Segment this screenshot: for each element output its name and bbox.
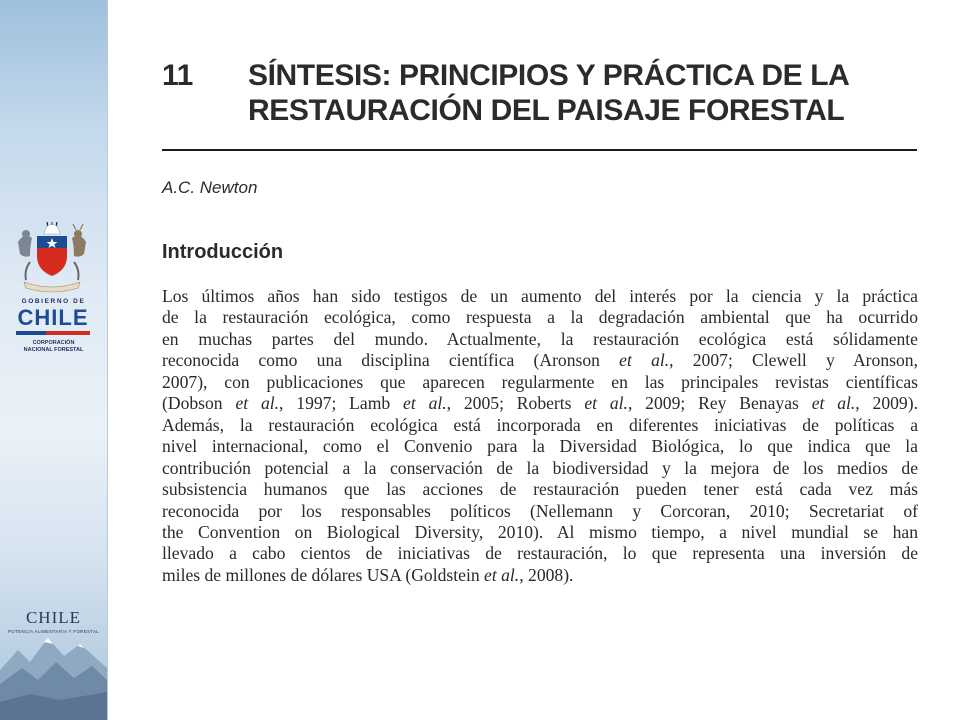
chile-wordmark: CHILE [17,305,89,330]
body-line: reconocida como una disciplina científica (Aronson et al., 2007; Clewell y Aronson, [162,350,918,371]
body-line: Además, la restauración ecológica está incorporada en diferentes iniciativas de políticas a [162,414,918,435]
body-line: miles de millones de dólares USA (Goldstein et al., 2008). [162,564,574,585]
coat-of-arms-icon [10,222,94,294]
chapter-title-line-2: RESTAURACIÓN DEL PAISAJE FORESTAL [248,94,845,127]
body-line: en muchas partes del mundo. Actualmente, la restauración ecológica está sólidamente [162,328,918,349]
body-line: subsistencia humanos que las acciones de restauración pueden tener está cada vez más [162,479,918,500]
mountain-landscape-icon [0,610,107,720]
gobierno-label: GOBIERNO DE [21,298,86,305]
chile-brand-wordmark: CHILE [25,608,82,627]
body-line: Los últimos años han sido testigos de un aumento del interés por la ciencia y la práctica [162,286,918,306]
body-line: 2007), con publicaciones que aparecen regularmente en las principales revistas científicas [162,371,918,392]
body-line: the Convention on Biological Diversity, 2010). Al mismo tiempo, a nivel mundial se han [162,521,918,542]
chapter-title [248,58,920,128]
conaf-line-2: NACIONAL FORESTAL [23,347,84,353]
chile-brand-tagline: POTENCIA ALIMENTARIA Y FORESTAL [7,629,100,634]
body-line: (Dobson et al., 1997; Lamb et al., 2005; Roberts et al., 2009; Rey Benayas et al., 2009). [162,393,918,414]
chapter-number: 11 [162,59,193,92]
body-line: nivel internacional, como el Convenio para la Diversidad Biológica, lo que indica que la [162,436,918,457]
chapter-title-line-1: SÍNTESIS: PRINCIPIOS Y PRÁCTICA DE LA [248,59,850,92]
conaf-label [0,340,107,354]
chile-flag-bar [16,331,90,335]
author-name: A.C. Newton [162,178,258,197]
sidebar-divider [107,0,108,720]
body-line: llevado a cabo cientos de iniciativas de restauración, lo que representa una inversión de [162,543,918,564]
conaf-line-1: CORPORACIÓN [32,340,75,346]
sidebar-banner [0,0,107,720]
section-heading: Introducción [162,241,284,263]
body-line: contribución potencial a la conservación de la biodiversidad y la mejora de los medios de [162,457,918,478]
body-paragraph [162,286,918,586]
heading-rule [162,149,917,151]
body-line: de la restauración ecológica, como respuesta a la degradación ambiental que ha ocurrido [162,307,918,328]
body-line: reconocida por los responsables políticos (Nellemann y Corcoran, 2010; Secretariat of [162,500,918,521]
